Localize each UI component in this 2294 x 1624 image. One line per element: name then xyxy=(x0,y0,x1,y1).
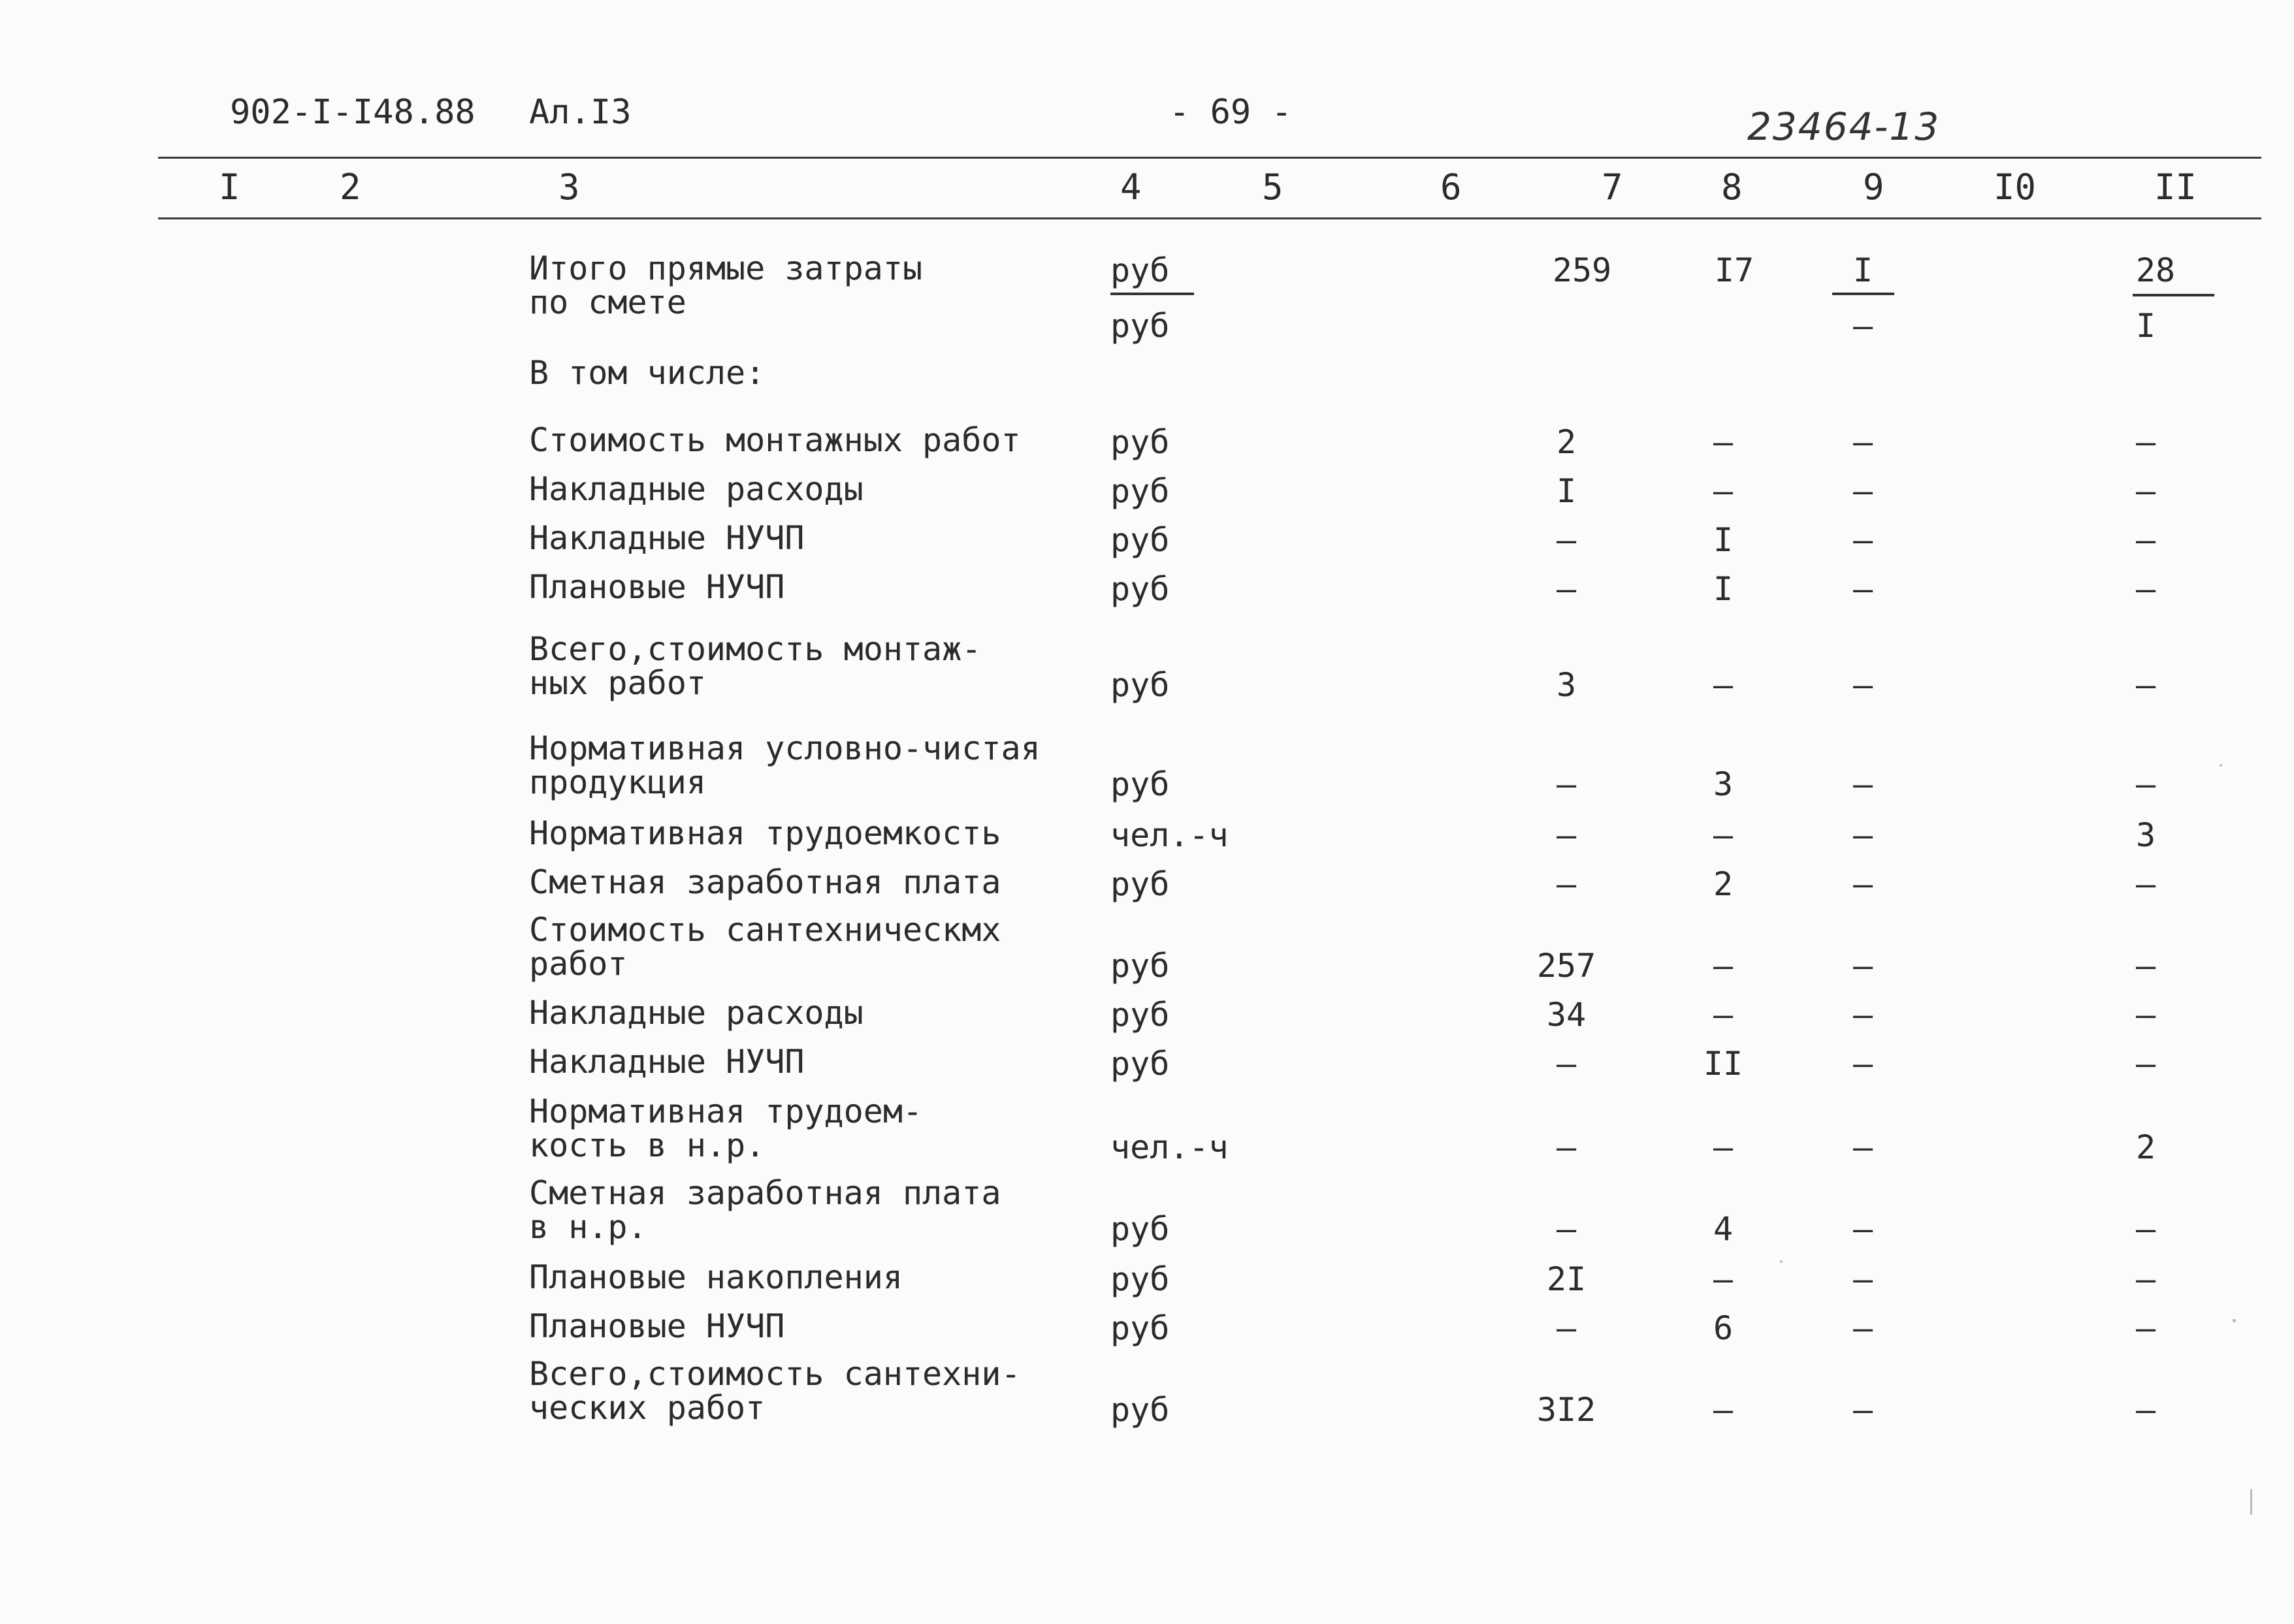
scan-speck xyxy=(2250,1489,2252,1515)
row-value-c11: – xyxy=(2135,765,2156,803)
row-label: ческих работ xyxy=(529,1389,766,1427)
row-value-c8: – xyxy=(1713,816,1734,854)
row-label: Плановые НУЧП xyxy=(529,568,785,606)
row-label: работ xyxy=(529,945,628,983)
row-label: Сметная заработная плата xyxy=(529,1174,1001,1212)
row-value-c7: – xyxy=(1556,1210,1577,1248)
row-label: Стоимость монтажных работ xyxy=(529,421,1021,459)
row-unit: руб xyxy=(1110,423,1170,461)
row-value-c9: – xyxy=(1852,472,1873,510)
row-unit: руб xyxy=(1110,521,1170,559)
row-label: Плановые НУЧП xyxy=(529,1307,785,1345)
row-value-c8: – xyxy=(1713,423,1734,461)
row-value-c11: – xyxy=(2135,1210,2156,1248)
row-label: Нормативная трудоем- xyxy=(529,1092,923,1130)
row-value-c7: 3 xyxy=(1556,666,1577,704)
row-value-c9: – xyxy=(1852,423,1873,461)
row-value-c11: 2 xyxy=(2135,1128,2156,1166)
row-unit: руб xyxy=(1110,996,1170,1034)
row-value-c11: – xyxy=(2135,996,2156,1034)
row-unit: руб xyxy=(1110,570,1170,608)
row-value-c8: 4 xyxy=(1713,1210,1734,1248)
row-label: ных работ xyxy=(529,664,706,702)
summary-col9-bottom: – xyxy=(1852,307,1873,345)
row-value-c7: 257 xyxy=(1536,947,1596,985)
document-code: 902-I-I48.88 xyxy=(230,93,476,132)
row-value-c8: 6 xyxy=(1713,1309,1734,1347)
row-value-c9: – xyxy=(1852,1260,1873,1298)
row-label: продукция xyxy=(529,763,706,801)
row-label: Нормативная трудоемкость xyxy=(529,814,1001,852)
row-value-c11: – xyxy=(2135,1045,2156,1083)
row-value-c11: – xyxy=(2135,666,2156,704)
row-value-c8: – xyxy=(1713,666,1734,704)
row-value-c11: – xyxy=(2135,947,2156,985)
row-value-c11: – xyxy=(2135,423,2156,461)
summary-col7: 259 xyxy=(1552,251,1612,289)
row-value-c7: 2I xyxy=(1546,1260,1587,1298)
row-unit: руб xyxy=(1110,472,1170,510)
row-value-c7: – xyxy=(1556,816,1577,854)
row-value-c7: 34 xyxy=(1546,996,1587,1034)
column-header-10: I0 xyxy=(1994,167,2037,208)
row-value-c7: – xyxy=(1556,865,1577,903)
row-label: Всего,стоимость сантехни- xyxy=(529,1355,1021,1393)
row-value-c8: I xyxy=(1713,570,1734,608)
summary-col11-top: 28 xyxy=(2135,251,2176,289)
row-value-c9: – xyxy=(1852,666,1873,704)
column-header-4: 4 xyxy=(1120,167,1142,208)
row-unit: руб xyxy=(1110,947,1170,985)
row-label: Сметная заработная плата xyxy=(529,863,1001,901)
row-unit: чел.-ч xyxy=(1110,816,1229,854)
row-value-c8: 3 xyxy=(1713,765,1734,803)
row-value-c7: 2 xyxy=(1556,423,1577,461)
row-value-c11: – xyxy=(2135,570,2156,608)
column-header-2: 2 xyxy=(340,167,361,208)
row-value-c8: – xyxy=(1713,996,1734,1034)
header-top-rule xyxy=(158,157,2261,159)
summary-unit-bottom: руб xyxy=(1110,307,1170,345)
row-value-c11: – xyxy=(2135,472,2156,510)
scan-speck xyxy=(2233,1319,2236,1322)
summary-unit-top: руб xyxy=(1110,251,1170,289)
header-bottom-rule xyxy=(158,217,2261,219)
row-unit: руб xyxy=(1110,666,1170,704)
row-value-c11: – xyxy=(2135,1391,2156,1429)
row-value-c9: – xyxy=(1852,865,1873,903)
handwritten-inventory-number: 23464-13 xyxy=(1747,104,1941,149)
row-unit: руб xyxy=(1110,1045,1170,1083)
row-unit: руб xyxy=(1110,1210,1170,1248)
row-value-c7: I xyxy=(1556,472,1577,510)
row-value-c8: – xyxy=(1713,1260,1734,1298)
summary-col11-underline xyxy=(2133,294,2214,296)
summary-col8: I7 xyxy=(1714,251,1754,289)
column-header-7: 7 xyxy=(1602,167,1623,208)
page-number: - 69 - xyxy=(1169,93,1292,132)
row-value-c9: – xyxy=(1852,816,1873,854)
row-value-c9: – xyxy=(1852,1309,1873,1347)
row-unit: руб xyxy=(1110,1391,1170,1429)
row-label: Накладные расходы xyxy=(529,470,864,508)
column-header-6: 6 xyxy=(1440,167,1462,208)
row-unit: руб xyxy=(1110,765,1170,803)
row-value-c7: – xyxy=(1556,1045,1577,1083)
row-label: Всего,стоимость монтаж- xyxy=(529,630,982,668)
row-value-c11: – xyxy=(2135,865,2156,903)
row-value-c8: 2 xyxy=(1713,865,1734,903)
row-value-c7: – xyxy=(1556,521,1577,559)
row-value-c7: – xyxy=(1556,1309,1577,1347)
row-value-c8: – xyxy=(1713,1391,1734,1429)
summary-label-line1: Итого прямые затраты xyxy=(529,249,923,287)
row-value-c9: – xyxy=(1852,1128,1873,1166)
row-value-c11: – xyxy=(2135,521,2156,559)
row-label: Накладные расходы xyxy=(529,994,864,1032)
row-value-c8: – xyxy=(1713,472,1734,510)
column-header-5: 5 xyxy=(1262,167,1284,208)
column-header-9: 9 xyxy=(1863,167,1884,208)
column-header-1: I xyxy=(219,167,240,208)
row-value-c8: – xyxy=(1713,947,1734,985)
row-label: Накладные НУЧП xyxy=(529,1043,805,1081)
row-value-c7: – xyxy=(1556,1128,1577,1166)
row-value-c7: 3I2 xyxy=(1536,1391,1596,1429)
row-label: Плановые накопления xyxy=(529,1258,903,1296)
summary-label-line2: по смете xyxy=(529,283,687,321)
row-value-c9: – xyxy=(1852,1210,1873,1248)
row-value-c11: – xyxy=(2135,1309,2156,1347)
row-unit: руб xyxy=(1110,1260,1170,1298)
sheet-number: Ал.I3 xyxy=(529,93,632,132)
row-value-c8: II xyxy=(1703,1045,1743,1083)
row-value-c11: 3 xyxy=(2135,816,2156,854)
scan-speck xyxy=(1780,1260,1783,1263)
row-value-c9: – xyxy=(1852,1045,1873,1083)
summary-col9-underline xyxy=(1832,293,1894,295)
row-value-c9: – xyxy=(1852,1391,1873,1429)
row-unit: чел.-ч xyxy=(1110,1128,1229,1166)
row-label: кость в н.р. xyxy=(529,1126,766,1164)
row-value-c7: – xyxy=(1556,765,1577,803)
column-header-3: 3 xyxy=(558,167,580,208)
section-label: В том числе: xyxy=(529,354,766,392)
row-value-c8: I xyxy=(1713,521,1734,559)
row-unit: руб xyxy=(1110,865,1170,903)
row-value-c8: – xyxy=(1713,1128,1734,1166)
column-header-11: II xyxy=(2154,167,2197,208)
summary-unit-underline xyxy=(1110,293,1194,295)
row-value-c9: – xyxy=(1852,521,1873,559)
row-label: Накладные НУЧП xyxy=(529,519,805,557)
row-label: Нормативная условно-чистая xyxy=(529,729,1041,767)
row-value-c7: – xyxy=(1556,570,1577,608)
row-label: в н.р. xyxy=(529,1208,647,1246)
column-header-8: 8 xyxy=(1721,167,1743,208)
row-label: Стоимость сантехническмх xyxy=(529,911,1001,949)
row-value-c9: – xyxy=(1852,996,1873,1034)
row-value-c9: – xyxy=(1852,947,1873,985)
summary-col11-bottom: I xyxy=(2135,307,2156,345)
row-unit: руб xyxy=(1110,1309,1170,1347)
row-value-c9: – xyxy=(1852,765,1873,803)
row-value-c11: – xyxy=(2135,1260,2156,1298)
row-value-c9: – xyxy=(1852,570,1873,608)
scan-speck xyxy=(2220,764,2222,767)
summary-col9-top: I xyxy=(1852,251,1873,289)
